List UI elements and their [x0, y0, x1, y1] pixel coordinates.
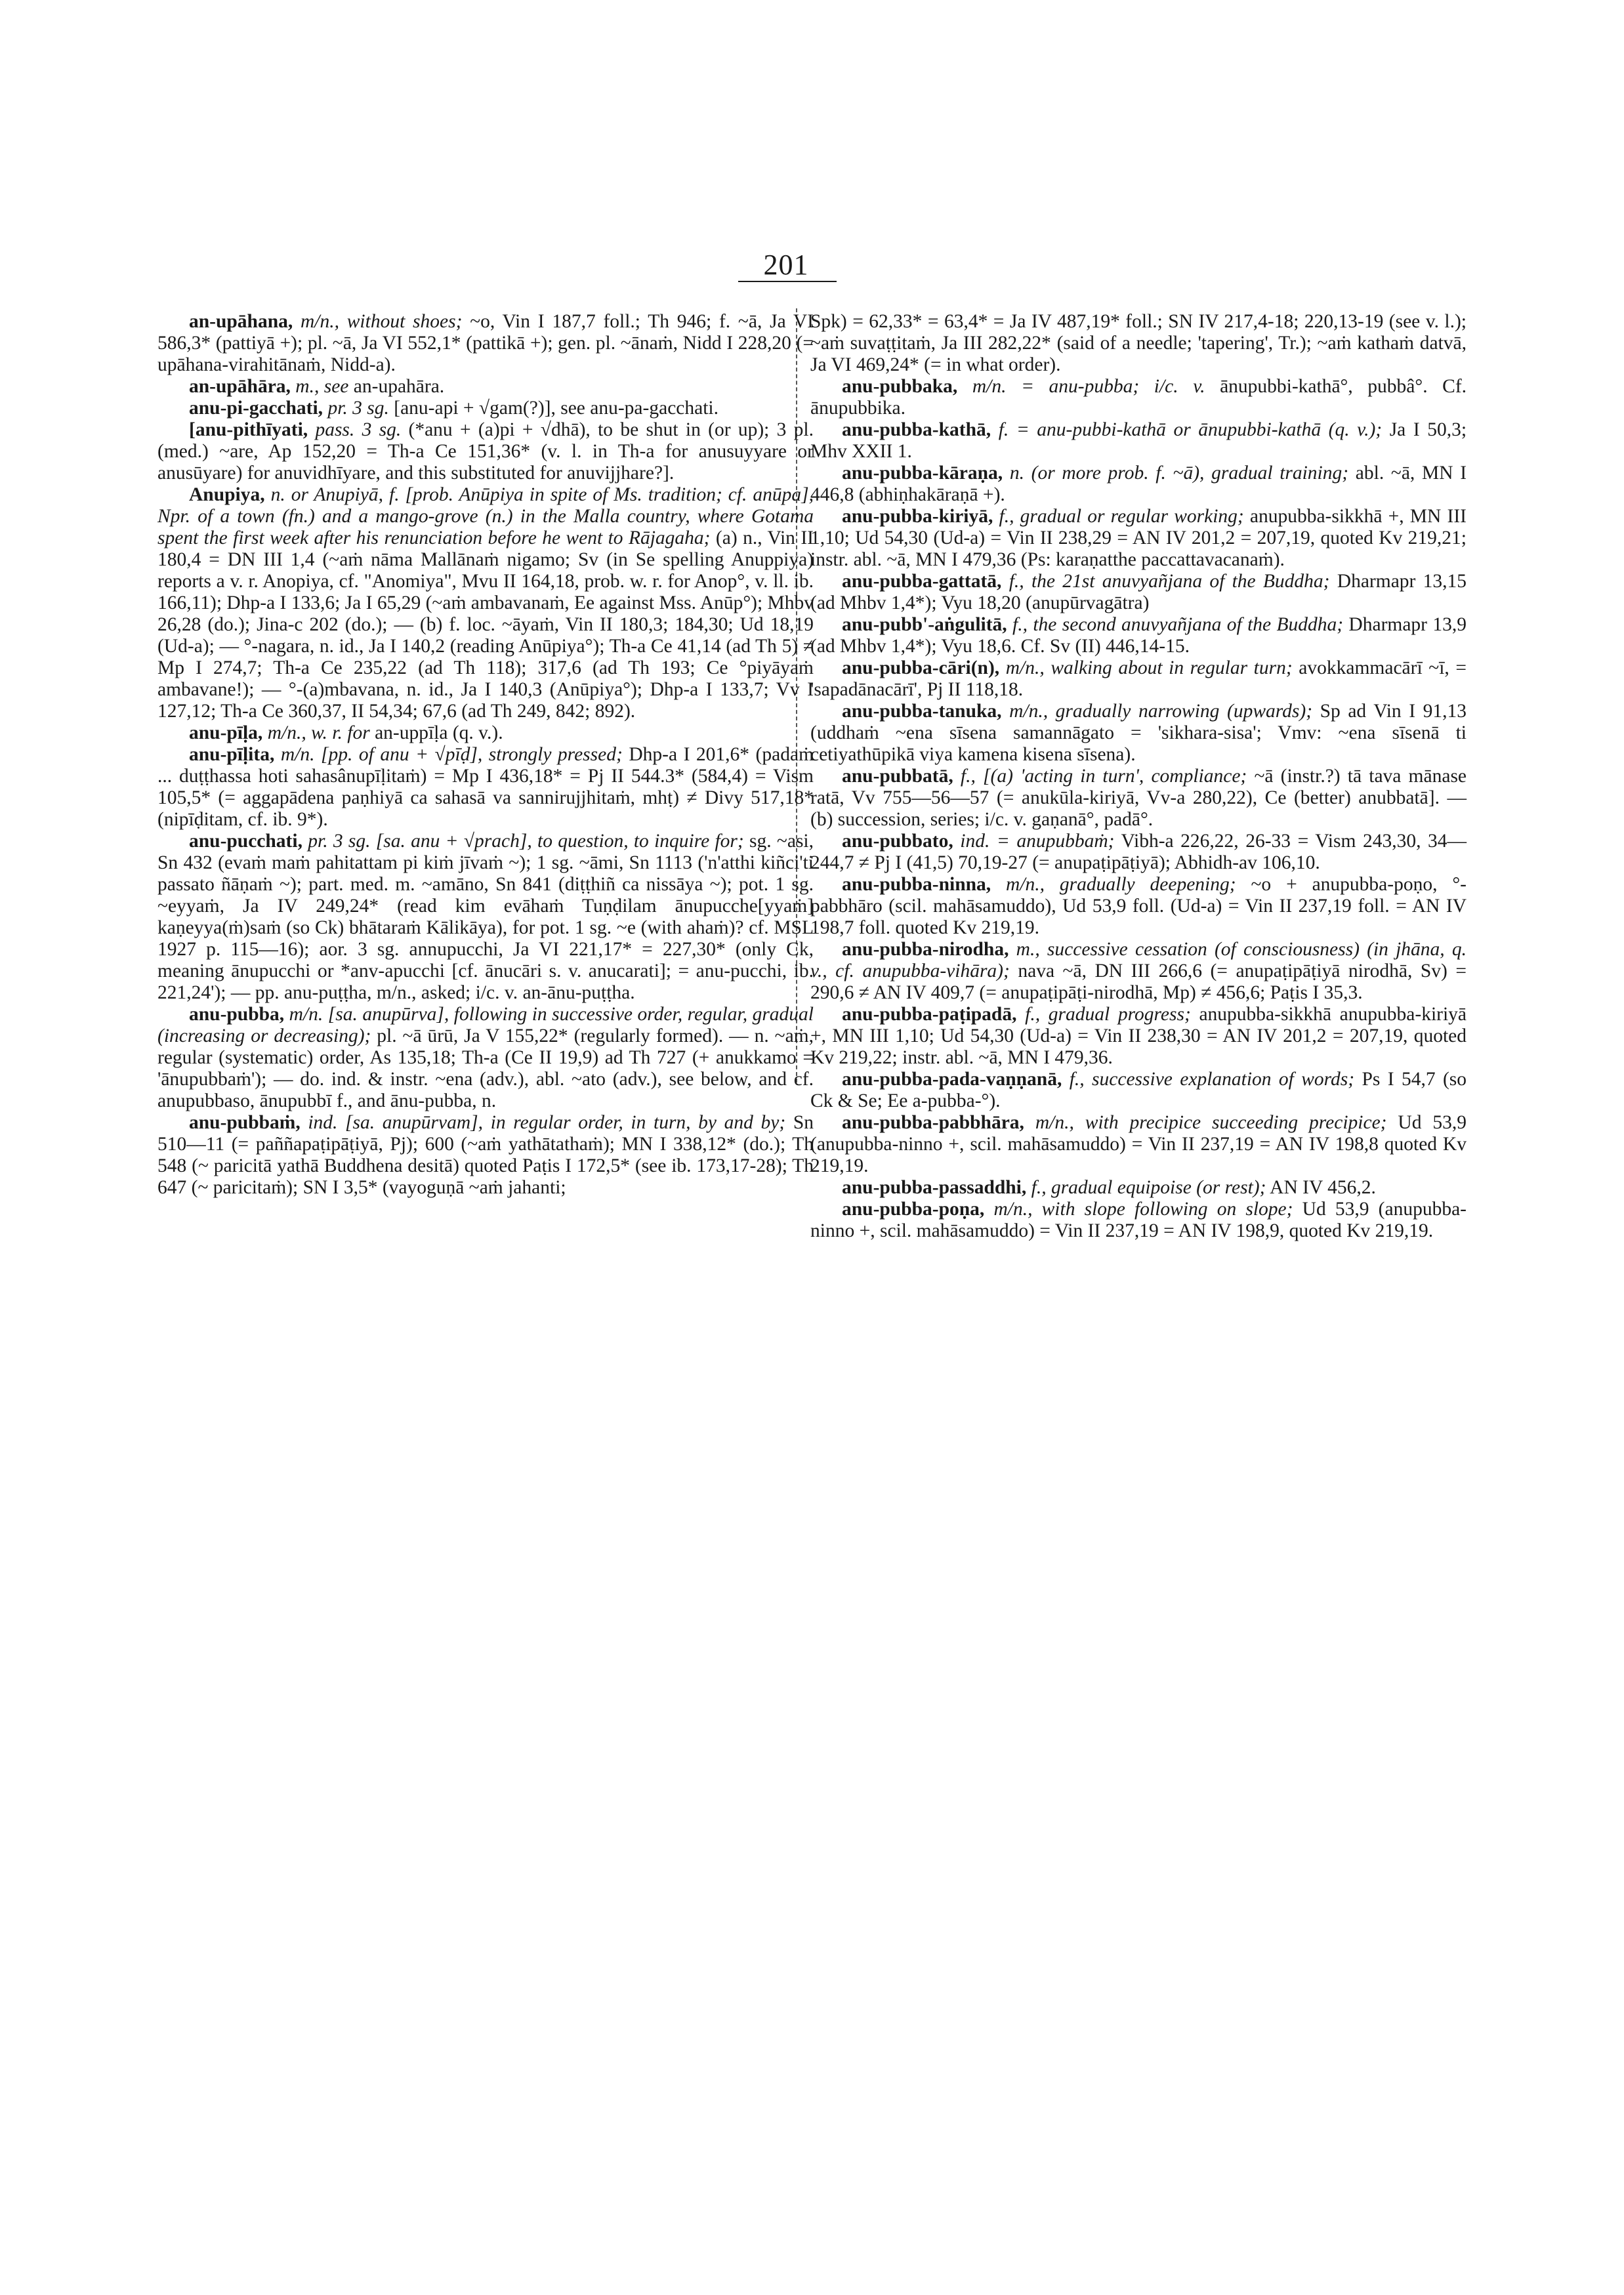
dictionary-entry — [810, 874, 1467, 939]
entry-body: nava ~ā, DN III 266,6 (= anupaṭipāṭiyā nirodhā, Sv) = 290,6 ≠ AN IV 409,7 (= anupaṭipāṭi-nirodhā, Mp) ≠ 456,6; Paṭis I 35,3. — [810, 961, 1467, 1003]
entry-gloss: f., gradual or regular working; — [999, 506, 1244, 527]
page-number-rule — [738, 281, 837, 282]
entry-gloss: m/n., walking about in regular turn; — [1005, 657, 1293, 678]
entry-headword: anu-pubba-pabbhāra, — [842, 1112, 1024, 1133]
entry-gloss: pass. 3 sg. — [315, 419, 402, 440]
entry-headword: anu-pucchati, — [189, 831, 302, 852]
entry-headword: anu-pubbaṁ, — [189, 1112, 301, 1133]
entry-gloss: m/n. = anu-pubba; i/c. v. — [972, 376, 1205, 397]
entry-headword: anu-pubba-gattatā, — [842, 571, 1002, 592]
page-number: 201 — [763, 249, 809, 281]
entry-body: an-uppīḷa (q. v.). — [375, 722, 503, 743]
entry-gloss: n. or Anupiyā, f. [prob. Anūpiya in spite of Ms. tradition; cf. anūpa], Npr. of a town (fn.) and a mango-grove (n.) in the Malla country, where Gotama spent the first week after his renunciation before he went to Rājagaha; — [157, 484, 814, 548]
entry-headword: anu-pubba-ninna, — [842, 874, 991, 895]
dictionary-entry — [810, 657, 1467, 701]
entry-gloss: f., gradual progress; — [1025, 1004, 1191, 1025]
entry-gloss: n. (or more prob. f. ~ā), gradual training; — [1009, 463, 1349, 484]
right-column — [810, 311, 1467, 1242]
entry-gloss: pr. 3 sg. [sa. anu + √prach], to question, to inquire for; — [308, 831, 744, 852]
entry-body: Spk) = 62,33* = 63,4* = Ja IV 487,19* foll.; SN IV 217,4-18; 220,13-19 (see v. l.); ~aṁ suvaṭṭitaṁ, Ja III 282,22* (said of a needle; 'tapering', Tr.); ~aṁ kathaṁ datvā, Ja VI 469,24* (= in what order). — [810, 311, 1467, 375]
dictionary-entry — [810, 766, 1467, 831]
dictionary-entry — [810, 571, 1467, 614]
dictionary-entry — [157, 722, 814, 744]
dictionary-entry — [157, 484, 814, 722]
entry-body: Ps I 54,7 (so Ck & Se; Ee a-pubba-°). — [810, 1069, 1467, 1111]
entry-headword: anu-pubba-tanuka, — [842, 701, 1002, 722]
dictionary-entry — [810, 506, 1467, 571]
entry-headword: anu-pubba-kāraṇa, — [842, 463, 1003, 484]
entry-headword: an-upāhana, — [189, 311, 293, 332]
entry-headword: anu-pubba-kiriyā, — [842, 506, 993, 527]
entry-gloss: f. = anu-pubbi-kathā or ānupubbi-kathā (q. v.); — [998, 419, 1383, 440]
entry-gloss: f., [(a) 'acting in turn', compliance; — [960, 766, 1247, 787]
dictionary-entry — [810, 1177, 1467, 1199]
entry-body: sg. ~asi, Sn 432 (evaṁ maṁ pahitattam pi kiṁ jīvaṁ ~); 1 sg. ~āmi, Sn 1113 ('n'atthi kiñci'ti passato ñāṇaṁ ~); part. med. m. ~amāno, Sn 841 (diṭṭhiñ ca nissāya ~); pot. 1 sg. ~eyyaṁ, Ja IV 249,24* (read kim evāhaṁ Tuṇḍilam ānupucche[yyaṁ] kaṇeyya(ṁ)saṁ (so Ck) bhātaraṁ Kālikāya), for pot. 1 sg. ~e (with ahaṁ)? cf. MSL 1927 p. 115—16); aor. 3 sg. annupucchi, Ja VI 221,17* = 227,30* (only Ck, meaning ānupucchi or *anv-apucchi [cf. ānucāri s. v. anucarati]; = anu-pucchi, ib. 221,24'); — pp. anu-puṭṭha, m/n., asked; i/c. v. an-ānu-puṭṭha. — [157, 831, 814, 1003]
entry-body: Ud 53,9 (anupubba-ninno +, scil. mahāsamuddo) = Vin II 237,19 = AN IV 198,9, quoted Kv 219,19. — [810, 1199, 1467, 1241]
dictionary-entry — [157, 376, 814, 398]
dictionary-entry — [157, 831, 814, 1004]
dictionary-entry — [810, 614, 1467, 657]
entry-body: an-upahāra. — [353, 376, 445, 397]
entry-headword: anu-pubba-nirodha, — [842, 939, 1009, 960]
entry-gloss: m/n., gradually deepening; — [1006, 874, 1236, 895]
dictionary-entry — [810, 831, 1467, 874]
entry-gloss: pr. 3 sg. — [327, 398, 389, 419]
dictionary-entry — [810, 1069, 1467, 1112]
entry-headword: anu-pi-gacchati, — [189, 398, 323, 419]
entry-body: Vibh-a 226,22, 26-33 = Vism 243,30, 34—244,7 ≠ Pj I (41,5) 70,19-27 (= anupaṭipāṭiyā); Abhidh-av 106,10. — [810, 831, 1467, 873]
entry-headword: an-upāhāra, — [189, 376, 291, 397]
entry-body: Sp ad Vin I 91,13 (uddhaṁ ~ena sīsena samannāgato = 'sikhara-sisa'; Vmv: ~ena sīsenā ti cetiyathūpikā viya kamena kisena sīsena). — [810, 701, 1467, 765]
dictionary-entry — [157, 311, 814, 376]
entry-gloss: m/n. [sa. anupūrva], following in successive order, regular, gradual (increasing or decreasing); — [157, 1004, 814, 1046]
entry-body: abl. ~ā, MN I 446,8 (abhiṇhakāraṇā +). — [810, 463, 1467, 505]
entry-gloss: m/n., without shoes; — [301, 311, 463, 332]
entry-body: Dharmapr 13,9 (ad Mhbv 1,4*); Vyu 18,6. Cf. Sv (II) 446,14-15. — [810, 614, 1467, 657]
entry-body: AN IV 456,2. — [1270, 1177, 1376, 1198]
entry-body: (a) n., Vin II 180,4 = DN III 1,4 (~aṁ nāma Mallānaṁ nigamo; Sv (in Se spelling Anuppiya) reports a v. r. Anopiya, cf. "Anomiya", Mvu II 164,18, prob. w. r. for Anop°, v. ll. ib. 166,11); Dhp-a I 133,6; Ja I 65,29 (~aṁ ambavanaṁ, Ee against Mss. Anūp°); Mhbv 26,28 (do.); Jina-c 202 (do.); — (b) f. loc. ~āyaṁ, Vin II 180,3; 184,30; Ud 18,19 (Ud-a); — °-nagara, n. id., Ja I 140,2 (reading Anūpiya°); Th-a Ce 41,14 (ad Th 5) ≠ Mp I 274,7; Th-a Ce 235,22 (ad Th 118); 317,6 (ad Th 193; Ce °piyāyaṁ ambavane!); — °-(a)mbavana, n. id., Ja I 140,3 (Anūpiya°); Dhp-a I 133,7; Vv I 127,12; Th-a Ce 360,37, II 54,34; 67,6 (ad Th 249, 842; 892). — [157, 527, 814, 722]
entry-headword: anu-pubbato, — [842, 831, 953, 852]
entry-headword: anu-pīḷita, — [189, 744, 275, 765]
entry-headword: anu-pīḷa, — [189, 722, 263, 743]
dictionary-entry — [157, 1004, 814, 1112]
entry-body: ~ā (instr.?) tā tava mānase ratā, Vv 755—56—57 (= anukūla-kiriyā, Vv-a 280,22), Ce (better) anubbatā]. — (b) succession, series; i/c. v. gaṇanā°, padā°. — [810, 766, 1467, 830]
entry-body: Ja I 50,3; Mhv XXII 1. — [810, 419, 1467, 462]
dictionary-entry — [157, 744, 814, 831]
entry-body: Dhp-a I 201,6* (padaṁ ... duṭṭhassa hoti sahasânupīḷitaṁ) = Mp I 436,18* = Pj II 544.3* (584,4) = Vism 105,5* (= aggapādena paṇhiyā ca sahasā va sannirujjhitaṁ, mhṭ) ≠ Divy 517,18* (nipīḍitam, cf. ib. 9*). — [157, 744, 814, 830]
entry-headword: anu-pubba-kathā, — [842, 419, 991, 440]
entry-headword: Anupiya, — [189, 484, 265, 505]
entry-headword: anu-pubba, — [189, 1004, 285, 1025]
entry-gloss: m/n., gradually narrowing (upwards); — [1009, 701, 1313, 722]
entry-gloss: f., gradual equipoise (or rest); — [1031, 1177, 1266, 1198]
entry-gloss: m/n., with precipice succeeding precipice; — [1035, 1112, 1387, 1133]
entry-headword: anu-pubbaka, — [842, 376, 958, 397]
entry-gloss: m/n. [pp. of anu + √pīḍ], strongly pressed; — [280, 744, 623, 765]
entry-gloss: m/n., w. r. for — [267, 722, 370, 743]
entry-body: Dharmapr 13,15 (ad Mhbv 1,4*); Vyu 18,20 (anupūrvagātra) — [810, 571, 1467, 613]
left-column — [157, 311, 814, 1199]
entry-body: [anu-api + √gam(?)], see anu-pa-gacchati. — [394, 398, 718, 419]
dictionary-entry — [810, 1112, 1467, 1177]
entry-headword: anu-pubba-cāri(n), — [842, 657, 1000, 678]
dictionary-entry — [810, 939, 1467, 1004]
dictionary-entry — [810, 1004, 1467, 1069]
entry-gloss: m., successive cessation (of consciousness) (in jhāna, q. v., cf. anupubba-vihāra); — [810, 939, 1467, 982]
dictionary-entry — [810, 376, 1467, 419]
entry-gloss: ind. [sa. anupūrvam], in regular order, in turn, by and by; — [308, 1112, 786, 1133]
dictionary-entry — [157, 1112, 814, 1199]
entry-body: Ud 53,9 (anupubba-ninno +, scil. mahāsamuddo) = Vin II 237,19 = AN IV 198,8 quoted Kv 219,19. — [810, 1112, 1467, 1176]
entry-headword: anu-pubba-passaddhi, — [842, 1177, 1027, 1198]
entry-body: anupubba-sikkhā anupubba-kiriyā +, MN III 1,10; Ud 54,30 (Ud-a) = Vin II 238,30 = AN IV 201,2 = 207,19, quoted Kv 219,22; instr. abl. ~ā, MN I 479,36. — [810, 1004, 1467, 1068]
dictionary-entry — [810, 311, 1467, 376]
dictionary-entry — [810, 1199, 1467, 1242]
entry-body: ~o + anupubba-poṇo, °-pabbhāro (scil. mahāsamuddo), Ud 53,9 foll. (Ud-a) = Vin II 237,19 foll. = AN IV 198,7 foll. quoted Kv 219,19. — [810, 874, 1467, 938]
entry-headword: anu-pubba-pada-vaṇṇanā, — [842, 1069, 1062, 1090]
entry-body: (*anu + (a)pi + √dhā), to be shut in (or up); 3 pl. (med.) ~are, Ap 152,20 = Th-a Ce 151,36* (v. l. in Th-a for anusuyyare or anusūyare) for anuvidhīyare, and this substituted for anuvijjhare?]. — [157, 419, 814, 484]
entry-body: anupubba-sikkhā +, MN III 1,10; Ud 54,30 (Ud-a) = Vin II 238,29 = AN IV 201,2 = 207,19, quoted Kv 219,21; instr. abl. ~ā, MN I 479,36 (Ps: karaṇatthe paccattavacanaṁ). — [810, 506, 1467, 570]
entry-gloss: m., see — [295, 376, 349, 397]
dictionary-entry — [157, 419, 814, 484]
entry-body: avokkammacārī ~ī, = 'sapadānacārī', Pj II 118,18. — [810, 657, 1467, 700]
dictionary-entry — [810, 701, 1467, 766]
entry-headword: anu-pubba-poṇa, — [842, 1199, 985, 1220]
entry-gloss: f., successive explanation of words; — [1069, 1069, 1355, 1090]
entry-headword: [anu-pithīyati, — [189, 419, 308, 440]
entry-gloss: f., the 21st anuvyañjana of the Buddha; — [1009, 571, 1330, 592]
entry-body: ~o, Vin I 187,7 foll.; Th 946; f. ~ā, Ja VI 586,3* (pattiyā +); pl. ~ā, Ja VI 552,1* (pattikā +); gen. pl. ~ānaṁ, Nidd I 228,20 (= upāhana-virahitānaṁ, Nidd-a). — [157, 311, 814, 375]
entry-gloss: f., the second anuvyañjana of the Buddha; — [1012, 614, 1344, 635]
dictionary-entry — [157, 398, 814, 419]
entry-body: Sn 510—11 (= paññapaṭipāṭiyā, Pj); 600 (~aṁ yathātathaṁ); MN I 338,12* (do.); Th 548 (~ paricitā yathā Buddhena desitā) quoted Paṭis I 172,5* (see ib. 173,17-28); Th 647 (~ paricitaṁ); SN I 3,5* (vayoguṇā ~aṁ jahanti; — [157, 1112, 814, 1198]
entry-body: pl. ~ā ūrū, Ja V 155,22* (regularly formed). — n. ~aṁ, regular (systematic) order, As 135,18; Th-a (Ce II 19,9) ad Th 727 (+ anukkamo = 'ānupubbaṁ'); — do. ind. & instr. ~ena (adv.), abl. ~ato (adv.), see below, and cf. anupubbaso, ānupubbī f., and ānu-pubba, n. — [157, 1025, 814, 1111]
entry-headword: anu-pubbatā, — [842, 766, 953, 787]
entry-headword: anu-pubb'-aṅgulitā, — [842, 614, 1007, 635]
entry-gloss: m/n., with slope following on slope; — [993, 1199, 1293, 1220]
dictionary-entry — [810, 419, 1467, 463]
entry-body: ānupubbi-kathā°, pubbâ°. Cf. ānupubbika. — [810, 376, 1467, 419]
entry-headword: anu-pubba-paṭipadā, — [842, 1004, 1017, 1025]
dictionary-entry — [810, 463, 1467, 506]
entry-gloss: ind. = anupubbaṁ; — [960, 831, 1115, 852]
